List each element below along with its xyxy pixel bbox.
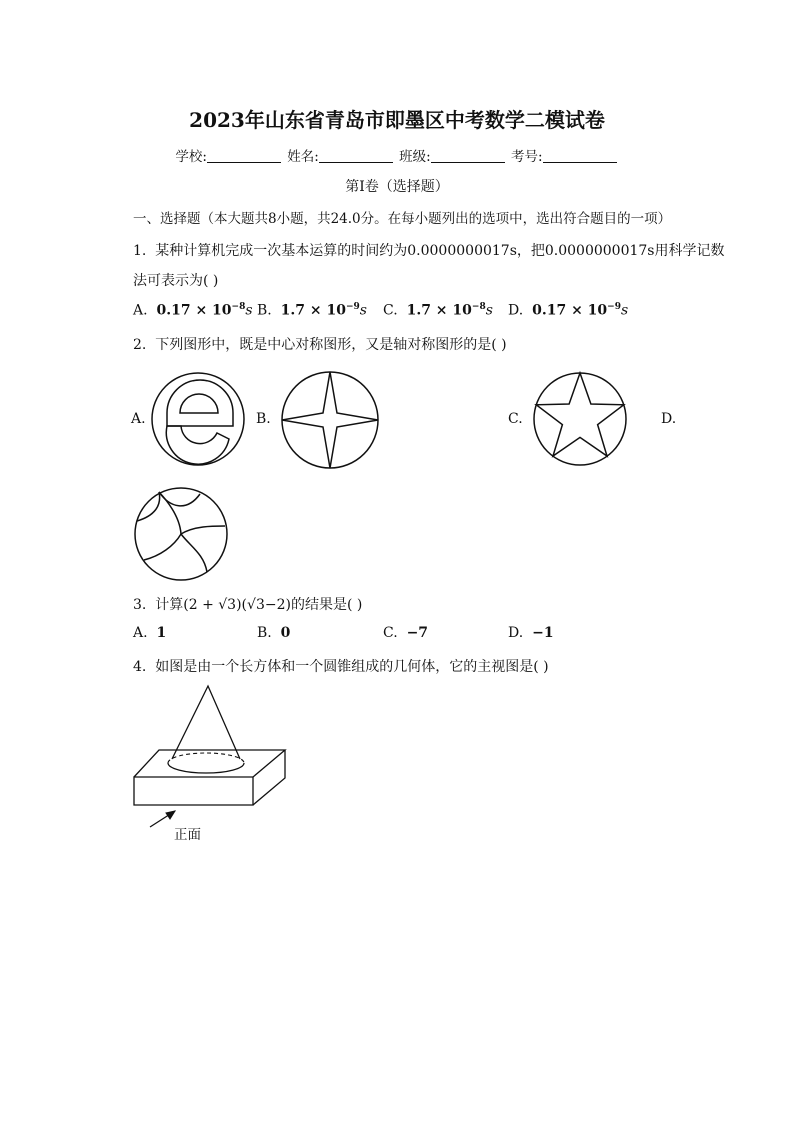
question-number: 1. bbox=[133, 243, 147, 259]
q3-option-d[interactable] bbox=[508, 625, 554, 641]
option-label: D. bbox=[508, 625, 524, 641]
option-base: 0.17 × 10 bbox=[156, 302, 232, 319]
question-text: 某种计算机完成一次基本运算的时间约为0.0000000017s，把0.0000000017s用科学记数 bbox=[155, 243, 725, 259]
option-label: C. bbox=[383, 302, 398, 319]
option-exp: −8 bbox=[471, 302, 486, 312]
q3-option-b[interactable] bbox=[257, 625, 290, 641]
question-number: 4. bbox=[133, 659, 147, 675]
exam-title: 2023年山东省青岛市即墨区中考数学二模试卷 bbox=[189, 108, 605, 132]
name-blank[interactable] bbox=[319, 148, 393, 163]
option-value: −1 bbox=[532, 625, 554, 641]
question-text: 计算(2 + √3)(√3−2)的结果是( ) bbox=[155, 597, 363, 613]
option-unit: s bbox=[245, 302, 253, 319]
option-value: 1 bbox=[156, 625, 167, 641]
question-text: 下列图形中，既是中心对称图形，又是轴对称图形的是( ) bbox=[155, 337, 507, 353]
class-label: 班级: bbox=[399, 149, 431, 165]
school-label: 学校: bbox=[175, 149, 207, 165]
q2-option-b-label[interactable]: B. bbox=[256, 411, 271, 427]
option-base: 1.7 × 10 bbox=[280, 302, 346, 319]
q3-option-a[interactable] bbox=[133, 625, 166, 641]
question-3 bbox=[133, 594, 362, 614]
class-blank[interactable] bbox=[431, 148, 505, 163]
option-value: 0 bbox=[280, 625, 291, 641]
q2-figure-d[interactable] bbox=[132, 486, 232, 584]
q2-option-d-label[interactable]: D. bbox=[661, 411, 677, 427]
q1-option-c[interactable] bbox=[383, 302, 493, 319]
option-exp: −9 bbox=[607, 302, 621, 312]
front-label: 正面 bbox=[174, 827, 201, 843]
q2-figure-a[interactable] bbox=[150, 371, 250, 467]
question-2 bbox=[133, 334, 507, 354]
number-label: 考号: bbox=[511, 149, 543, 165]
q4-solid-figure bbox=[130, 683, 290, 843]
volume-title: 第Ⅰ卷（选择题） bbox=[345, 179, 449, 195]
option-label: B. bbox=[257, 625, 272, 641]
question-1-line2: 法可表示为( ) bbox=[133, 273, 219, 289]
school-blank[interactable] bbox=[207, 148, 281, 163]
question-number: 3. bbox=[133, 597, 147, 613]
q1-option-a[interactable] bbox=[133, 302, 253, 319]
option-unit: s bbox=[359, 302, 367, 319]
q2-figure-c[interactable] bbox=[531, 371, 631, 467]
q2-figure-b[interactable] bbox=[280, 371, 380, 469]
option-base: 0.17 × 10 bbox=[532, 302, 608, 319]
option-base: 1.7 × 10 bbox=[406, 302, 472, 319]
question-4 bbox=[133, 656, 549, 676]
option-value: −7 bbox=[406, 625, 429, 641]
question-number: 2. bbox=[133, 337, 147, 353]
q2-option-c-label[interactable]: C. bbox=[508, 411, 523, 427]
name-label: 姓名: bbox=[287, 149, 319, 165]
q2-option-a-label[interactable]: A. bbox=[131, 411, 146, 427]
option-unit: s bbox=[620, 302, 629, 319]
section-heading: 一、选择题（本大题共8小题，共24.0分。在每小题列出的选项中，选出符合题目的一项） bbox=[133, 211, 672, 227]
q3-option-c[interactable] bbox=[383, 625, 428, 641]
option-label: A. bbox=[133, 625, 148, 641]
option-unit: s bbox=[485, 302, 493, 319]
question-1 bbox=[133, 240, 725, 260]
number-blank[interactable] bbox=[543, 148, 617, 163]
option-label: C. bbox=[383, 625, 398, 641]
student-info-line bbox=[0, 145, 794, 165]
option-label: D. bbox=[508, 302, 524, 319]
q1-option-d[interactable] bbox=[508, 302, 628, 319]
option-label: A. bbox=[133, 302, 148, 319]
question-text: 如图是由一个长方体和一个圆锥组成的几何体，它的主视图是( ) bbox=[155, 659, 549, 675]
option-exp: −8 bbox=[231, 302, 246, 312]
option-label: B. bbox=[257, 302, 272, 319]
q1-option-b[interactable] bbox=[257, 302, 367, 319]
option-exp: −9 bbox=[345, 302, 360, 312]
